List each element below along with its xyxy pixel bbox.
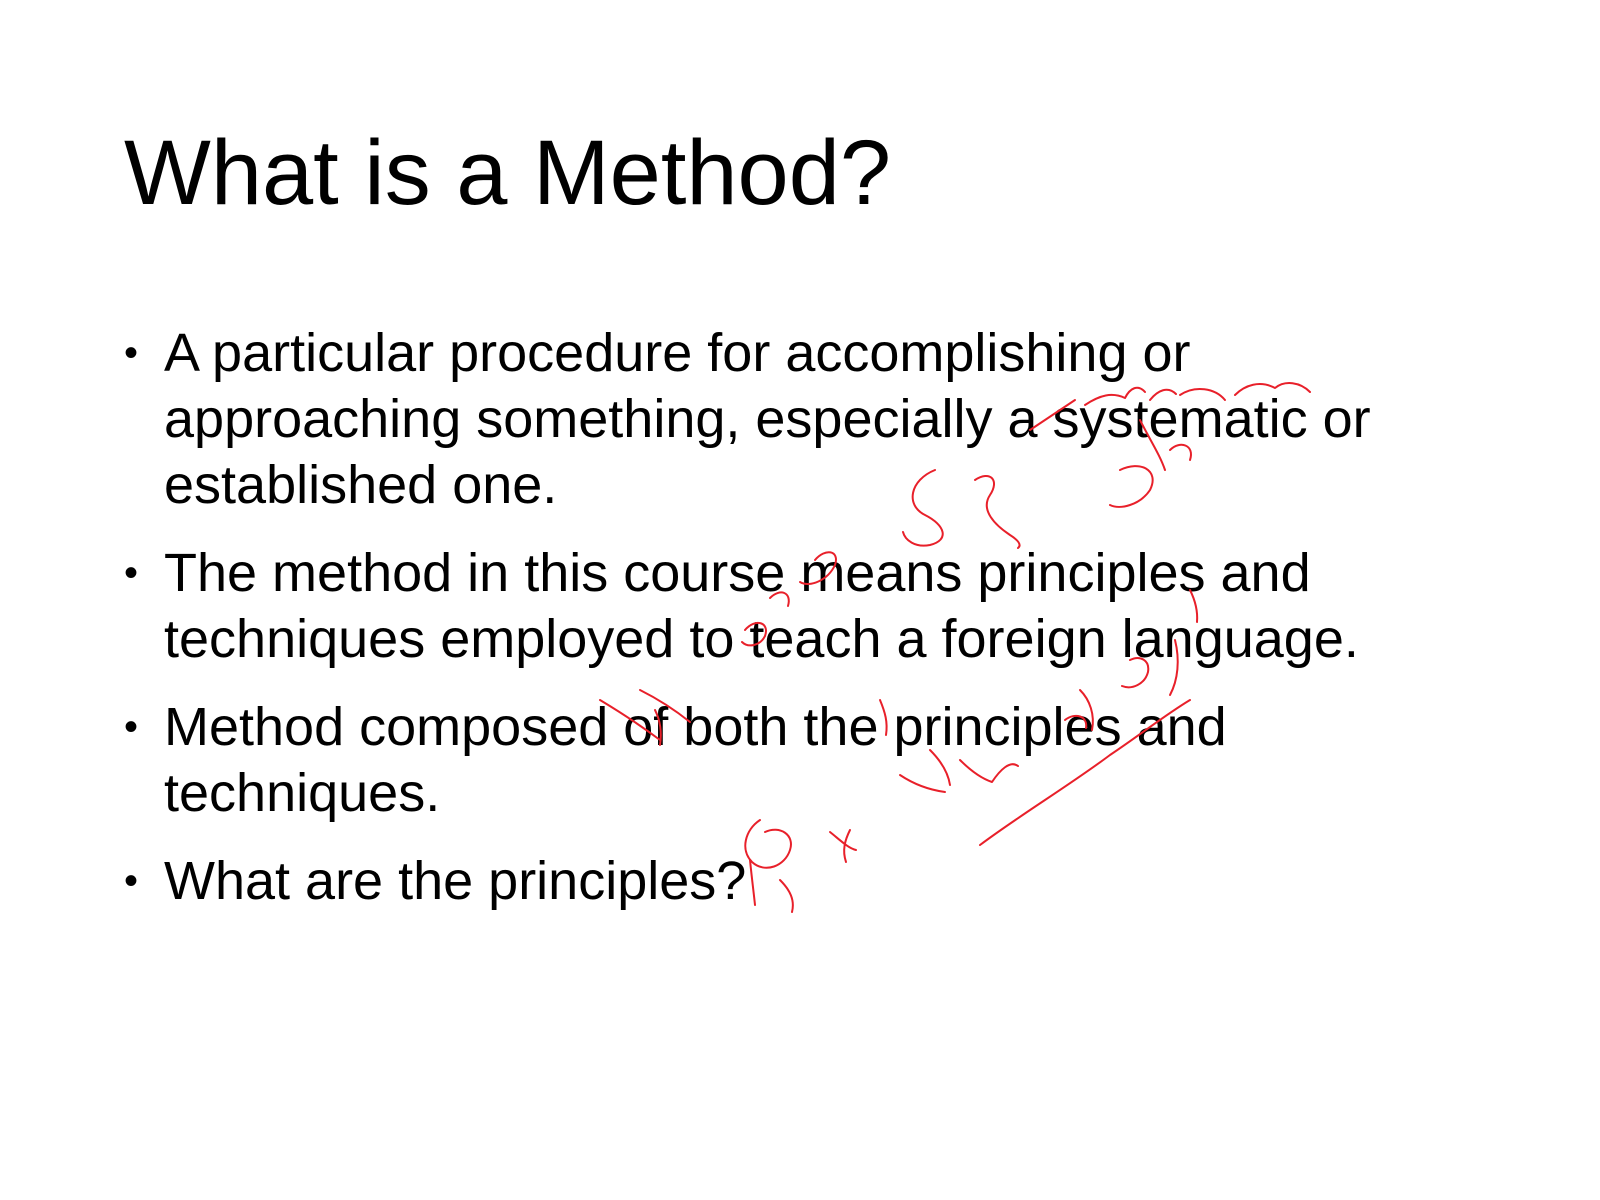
bullet-dot-icon: •: [124, 551, 139, 595]
bullet-dot-icon: •: [124, 705, 139, 749]
bullet-list: [124, 320, 1444, 936]
bullet-dot-icon: •: [124, 331, 139, 375]
bullet-text: What are the principles?: [164, 851, 747, 911]
bullet-item-1: [124, 320, 1444, 518]
bullet-text: Method composed of both the principles and techniques.: [164, 697, 1227, 823]
slide-title: What is a Method?: [124, 122, 892, 224]
bullet-item-4: [124, 848, 1444, 914]
bullet-text: The method in this course means principles and techniques employed to teach a foreign language.: [164, 543, 1359, 669]
bullet-dot-icon: •: [124, 859, 139, 903]
bullet-item-2: [124, 540, 1444, 672]
bullet-item-3: [124, 694, 1444, 826]
bullet-text: A particular procedure for accomplishing or approaching something, especially a systematic or established one.: [164, 323, 1371, 515]
